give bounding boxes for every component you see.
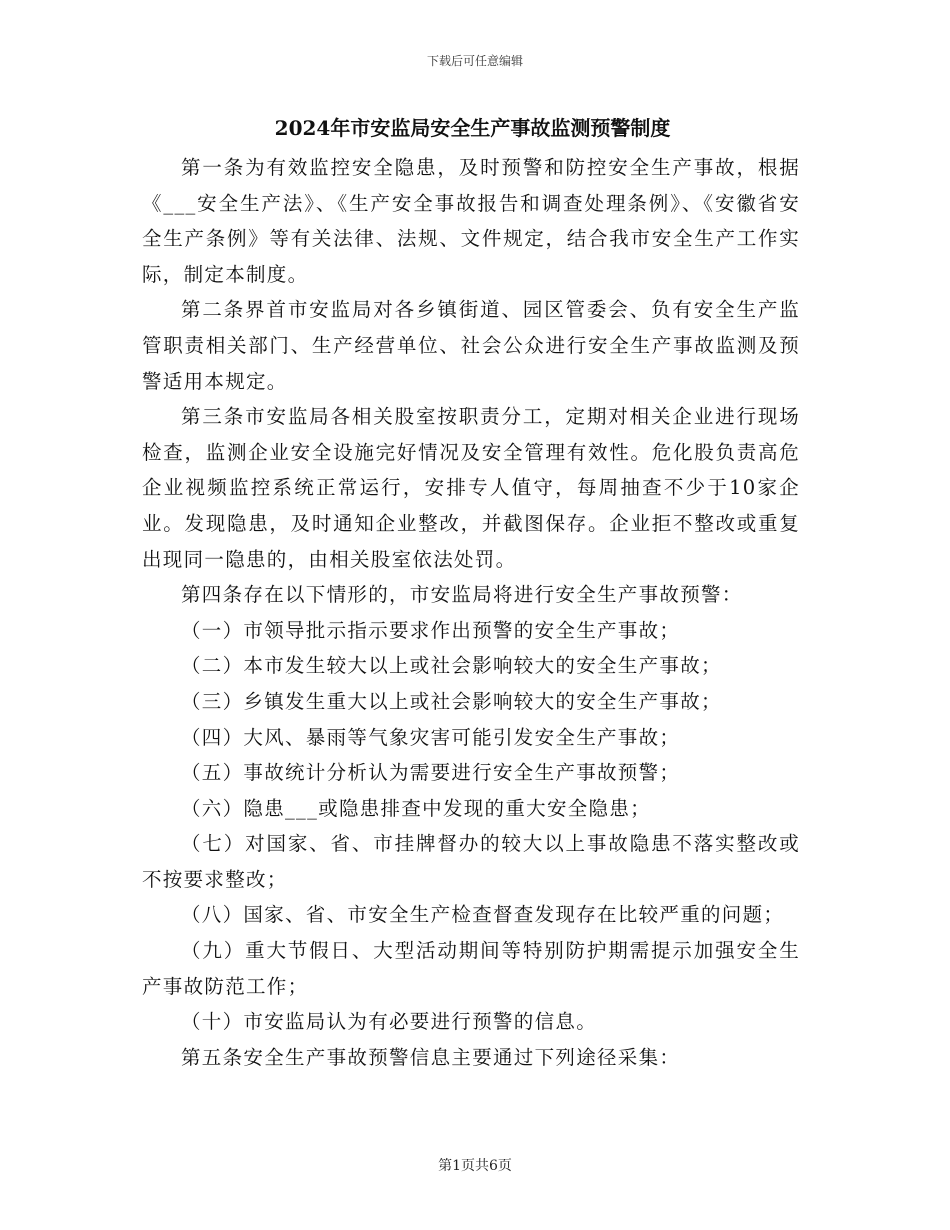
- list-item-1: （一）市领导批示指示要求作出预警的安全生产事故；: [181, 618, 681, 642]
- list-item-6: （六）隐患___或隐患排查中发现的重大安全隐患；: [181, 796, 651, 820]
- page-header-note: 下载后可任意编辑: [426, 54, 523, 68]
- document-title: 2024年市安监局安全生产事故监测预警制度: [274, 116, 671, 140]
- paragraph-article-5: 第五条安全生产事故预警信息主要通过下列途径采集：: [181, 1045, 681, 1069]
- list-item-3: （三）乡镇发生重大以上或社会影响较大的安全生产事故；: [181, 689, 722, 713]
- list-item-5: （五）事故统计分析认为需要进行安全生产事故预警；: [181, 761, 681, 785]
- page-number: 第1页共6页: [438, 1158, 512, 1174]
- paragraph-article-2: 第二条界首市安监局对各乡镇街道、园区管委会、负有安全生产监管职责相关部门、生产经营单位、社会公众进行安全生产事故监测及预警适用本规定。: [142, 298, 800, 393]
- list-item-10: （十）市安监局认为有必要进行预警的信息。: [181, 1010, 598, 1034]
- paragraph-article-3: 第三条市安监局各相关股室按职责分工，定期对相关企业进行现场检查，监测企业安全设施完好情况及安全管理有效性。危化股负责高危企业视频监控系统正常运行，安排专人值守，每周抽查不少于10家企业。发现隐患，及时通知企业整改，并截图保存。企业拒不整改或重复出现同一隐患的，由相关股室依法处罚。: [142, 405, 800, 571]
- paragraph-article-4: 第四条存在以下情形的，市安监局将进行安全生产事故预警：: [181, 583, 743, 607]
- paragraph-article-1: 第一条为有效监控安全隐患，及时预警和防控安全生产事故，根据《___安全生产法》、《生产安全事故报告和调查处理条例》、《安徽省安全生产条例》等有关法律、法规、文件规定，结合我市安全生产工作实际，制定本制度。: [142, 156, 800, 286]
- list-item-2: （二）本市发生较大以上或社会影响较大的安全生产事故；: [181, 654, 722, 678]
- list-item-9: （九）重大节假日、大型活动期间等特别防护期需提示加强安全生产事故防范工作；: [142, 939, 800, 998]
- document-body: [142, 150, 800, 1075]
- list-item-8: （八）国家、省、市安全生产检查督查发现存在比较严重的问题；: [181, 903, 785, 927]
- list-item-7: （七）对国家、省、市挂牌督办的较大以上事故隐患不落实整改或不按要求整改；: [142, 832, 800, 891]
- list-item-4: （四）大风、暴雨等气象灾害可能引发安全生产事故；: [181, 725, 681, 749]
